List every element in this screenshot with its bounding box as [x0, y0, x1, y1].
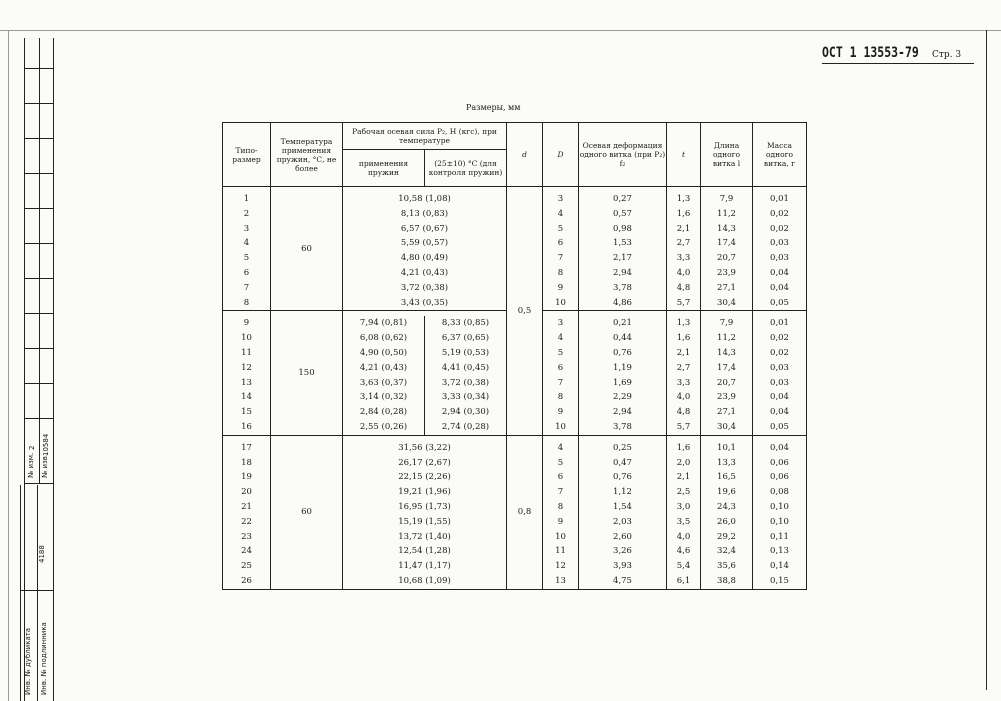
- force-apply-cell: 4,90 (0,50): [343, 346, 425, 361]
- force-control-cell: 4,41 (0,45): [425, 361, 507, 376]
- deformation-cell: 3,78: [579, 420, 667, 435]
- pitch-cell: 2,5: [667, 485, 701, 500]
- coil-mass-cell: 0,03: [753, 361, 807, 376]
- pitch-cell: 2,1: [667, 346, 701, 361]
- pitch-cell: 5,7: [667, 296, 701, 311]
- coil-diameter-cell: 5: [543, 456, 579, 471]
- izm-value: 2: [28, 445, 36, 450]
- col-mass: Масса одного витка, г: [753, 123, 807, 187]
- coil-length-cell: 27,1: [701, 405, 753, 420]
- coil-length-cell: 30,4: [701, 296, 753, 311]
- deformation-cell: 3,26: [579, 544, 667, 559]
- force-apply-cell: 6,08 (0,62): [343, 331, 425, 346]
- deformation-cell: 1,19: [579, 361, 667, 376]
- force-cell: 15,19 (1,55): [343, 515, 507, 530]
- pitch-cell: 1,6: [667, 207, 701, 222]
- deformation-cell: 0,76: [579, 346, 667, 361]
- deformation-cell: 0,44: [579, 331, 667, 346]
- inventory-number: 4188: [38, 545, 46, 563]
- coil-diameter-cell: 5: [543, 222, 579, 237]
- force-control-cell: 6,37 (0,65): [425, 331, 507, 346]
- col-d: d: [507, 123, 543, 187]
- pitch-cell: 2,1: [667, 222, 701, 237]
- force-cell: 3,72 (0,38): [343, 281, 507, 296]
- table-caption: Размеры, мм: [466, 103, 521, 112]
- deformation-cell: 2,17: [579, 251, 667, 266]
- pitch-cell: 1,6: [667, 441, 701, 456]
- force-cell: 22,15 (2,26): [343, 470, 507, 485]
- type-size-cell: 16: [223, 420, 271, 435]
- deformation-cell: 3,78: [579, 281, 667, 296]
- coil-length-cell: 17,4: [701, 361, 753, 376]
- pitch-cell: 4,8: [667, 405, 701, 420]
- coil-mass-cell: 0,04: [753, 441, 807, 456]
- coil-diameter-cell: 9: [543, 281, 579, 296]
- izm-label: № изм.: [27, 452, 35, 478]
- force-control-cell: 8,33 (0,85): [425, 316, 507, 331]
- coil-diameter-cell: 12: [543, 559, 579, 574]
- type-size-cell: 13: [223, 376, 271, 391]
- coil-diameter-cell: 10: [543, 296, 579, 311]
- force-apply-cell: 4,21 (0,43): [343, 361, 425, 376]
- deformation-cell: 1,12: [579, 485, 667, 500]
- deformation-cell: 2,60: [579, 530, 667, 545]
- coil-mass-cell: 0,14: [753, 559, 807, 574]
- coil-diameter-cell: 8: [543, 500, 579, 515]
- type-size-cell: 1: [223, 192, 271, 207]
- type-size-cell: 2: [223, 207, 271, 222]
- coil-length-cell: 20,7: [701, 376, 753, 391]
- coil-mass-cell: 0,02: [753, 346, 807, 361]
- page-frame-right: [986, 30, 987, 690]
- type-size-cell: 19: [223, 470, 271, 485]
- pitch-cell: 1,3: [667, 316, 701, 331]
- force-apply-cell: 7,94 (0,81): [343, 316, 425, 331]
- coil-length-cell: 11,2: [701, 207, 753, 222]
- type-size-cell: 26: [223, 574, 271, 589]
- type-size-cell: 6: [223, 266, 271, 281]
- type-size-cell: 5: [223, 251, 271, 266]
- pitch-cell: 3,3: [667, 376, 701, 391]
- coil-mass-cell: 0,04: [753, 405, 807, 420]
- coil-length-cell: 11,2: [701, 331, 753, 346]
- coil-length-cell: 32,4: [701, 544, 753, 559]
- coil-mass-cell: 0,04: [753, 266, 807, 281]
- force-control-cell: 2,74 (0,28): [425, 420, 507, 435]
- coil-length-cell: 24,3: [701, 500, 753, 515]
- coil-diameter-cell: 10: [543, 420, 579, 435]
- temperature-cell: 60: [271, 435, 343, 589]
- coil-mass-cell: 0,06: [753, 456, 807, 471]
- izv-label: № изв.: [41, 453, 49, 478]
- deformation-cell: 0,98: [579, 222, 667, 237]
- pitch-cell: 5,7: [667, 420, 701, 435]
- deformation-cell: 4,75: [579, 574, 667, 589]
- coil-diameter-cell: 7: [543, 485, 579, 500]
- type-size-cell: 11: [223, 346, 271, 361]
- deformation-cell: 3,93: [579, 559, 667, 574]
- type-size-cell: 14: [223, 390, 271, 405]
- type-size-cell: 22: [223, 515, 271, 530]
- col-deformation: Осевая деформация одного витка (при P₂) f₂: [579, 123, 667, 187]
- coil-mass-cell: 0,01: [753, 192, 807, 207]
- deformation-cell: 0,25: [579, 441, 667, 456]
- col-t: t: [667, 123, 701, 187]
- force-cell: 6,57 (0,67): [343, 222, 507, 237]
- coil-mass-cell: 0,13: [753, 544, 807, 559]
- pitch-cell: 4,8: [667, 281, 701, 296]
- coil-mass-cell: 0,03: [753, 376, 807, 391]
- coil-mass-cell: 0,03: [753, 251, 807, 266]
- deformation-cell: 0,27: [579, 192, 667, 207]
- force-cell: 11,47 (1,17): [343, 559, 507, 574]
- type-size-cell: 3: [223, 222, 271, 237]
- force-cell: 4,21 (0,43): [343, 266, 507, 281]
- deformation-cell: 1,54: [579, 500, 667, 515]
- coil-mass-cell: 0,05: [753, 420, 807, 435]
- coil-diameter-cell: 6: [543, 236, 579, 251]
- pitch-cell: 4,0: [667, 530, 701, 545]
- inventory-strip: [20, 485, 54, 701]
- deformation-cell: 4,86: [579, 296, 667, 311]
- pitch-cell: 4,0: [667, 390, 701, 405]
- type-size-cell: 10: [223, 331, 271, 346]
- coil-mass-cell: 0,03: [753, 236, 807, 251]
- coil-diameter-cell: 6: [543, 361, 579, 376]
- coil-length-cell: 20,7: [701, 251, 753, 266]
- coil-diameter-cell: 4: [543, 207, 579, 222]
- force-control-cell: 3,33 (0,34): [425, 390, 507, 405]
- coil-mass-cell: 0,08: [753, 485, 807, 500]
- deformation-cell: 0,21: [579, 316, 667, 331]
- pitch-cell: 4,0: [667, 266, 701, 281]
- coil-diameter-cell: 11: [543, 544, 579, 559]
- coil-mass-cell: 0,11: [753, 530, 807, 545]
- coil-length-cell: 19,6: [701, 485, 753, 500]
- force-cell: 16,95 (1,73): [343, 500, 507, 515]
- pitch-cell: 2,7: [667, 236, 701, 251]
- force-cell: 10,68 (1,09): [343, 574, 507, 589]
- force-apply-cell: 3,63 (0,37): [343, 376, 425, 391]
- type-size-cell: 8: [223, 296, 271, 311]
- coil-mass-cell: 0,04: [753, 281, 807, 296]
- pitch-cell: 2,1: [667, 470, 701, 485]
- force-cell: 5,59 (0,57): [343, 236, 507, 251]
- coil-length-cell: 14,3: [701, 346, 753, 361]
- coil-length-cell: 10,1: [701, 441, 753, 456]
- dubl-label: Инв. № дубликата: [24, 627, 32, 695]
- col-D: D: [543, 123, 579, 187]
- coil-mass-cell: 0,10: [753, 515, 807, 530]
- page-frame-left: [8, 30, 9, 701]
- force-cell: 8,13 (0,83): [343, 207, 507, 222]
- deformation-cell: 2,29: [579, 390, 667, 405]
- temperature-cell: 60: [271, 187, 343, 311]
- deformation-cell: 0,57: [579, 207, 667, 222]
- col-temperature: Температура применения пружин, °С, не более: [271, 123, 343, 187]
- coil-length-cell: 23,9: [701, 266, 753, 281]
- col-force-apply: применения пружин: [343, 150, 425, 187]
- type-size-cell: 12: [223, 361, 271, 376]
- coil-mass-cell: 0,06: [753, 470, 807, 485]
- spring-spec-table: [222, 122, 807, 590]
- coil-length-cell: 7,9: [701, 316, 753, 331]
- force-control-cell: 3,72 (0,38): [425, 376, 507, 391]
- coil-mass-cell: 0,02: [753, 331, 807, 346]
- col-length: Длина одного витка l: [701, 123, 753, 187]
- force-cell: 26,17 (2,67): [343, 456, 507, 471]
- pitch-cell: 1,6: [667, 331, 701, 346]
- force-cell: 3,43 (0,35): [343, 296, 507, 311]
- force-cell: 19,21 (1,96): [343, 485, 507, 500]
- coil-length-cell: 14,3: [701, 222, 753, 237]
- coil-diameter-cell: 3: [543, 316, 579, 331]
- coil-length-cell: 7,9: [701, 192, 753, 207]
- coil-mass-cell: 0,15: [753, 574, 807, 589]
- type-size-cell: 7: [223, 281, 271, 296]
- coil-mass-cell: 0,01: [753, 316, 807, 331]
- deformation-cell: 0,76: [579, 470, 667, 485]
- coil-diameter-cell: 4: [543, 331, 579, 346]
- force-cell: 31,56 (3,22): [343, 441, 507, 456]
- header-underline: [822, 63, 974, 64]
- type-size-cell: 15: [223, 405, 271, 420]
- force-cell: 12,54 (1,28): [343, 544, 507, 559]
- coil-length-cell: 13,3: [701, 456, 753, 471]
- deformation-cell: 1,69: [579, 376, 667, 391]
- coil-mass-cell: 0,04: [753, 390, 807, 405]
- pitch-cell: 1,3: [667, 192, 701, 207]
- temperature-cell: 150: [271, 311, 343, 435]
- pitch-cell: 6,1: [667, 574, 701, 589]
- coil-diameter-cell: 5: [543, 346, 579, 361]
- coil-diameter-cell: 8: [543, 266, 579, 281]
- coil-diameter-cell: 9: [543, 515, 579, 530]
- coil-diameter-cell: 13: [543, 574, 579, 589]
- coil-diameter-cell: 7: [543, 376, 579, 391]
- coil-mass-cell: 0,02: [753, 222, 807, 237]
- force-apply-cell: 3,14 (0,32): [343, 390, 425, 405]
- type-size-cell: 25: [223, 559, 271, 574]
- type-size-cell: 9: [223, 316, 271, 331]
- coil-length-cell: 16,5: [701, 470, 753, 485]
- coil-length-cell: 26,0: [701, 515, 753, 530]
- type-size-cell: 17: [223, 441, 271, 456]
- pitch-cell: 4,6: [667, 544, 701, 559]
- type-size-cell: 24: [223, 544, 271, 559]
- coil-mass-cell: 0,02: [753, 207, 807, 222]
- force-cell: 10,58 (1,08): [343, 192, 507, 207]
- force-cell: 13,72 (1,40): [343, 530, 507, 545]
- type-size-cell: 23: [223, 530, 271, 545]
- force-control-cell: 5,19 (0,53): [425, 346, 507, 361]
- force-cell: 4,80 (0,49): [343, 251, 507, 266]
- deformation-cell: 1,53: [579, 236, 667, 251]
- col-force-group: Рабочая осевая сила P₂, Н (кгс), при температуре: [343, 123, 507, 150]
- coil-diameter-cell: 9: [543, 405, 579, 420]
- deformation-cell: 2,94: [579, 405, 667, 420]
- page-frame-top: [0, 30, 1001, 31]
- col-tiporazmer: Типо- размер: [223, 123, 271, 187]
- col-force-control: (25±10) °С (для контроля пружин): [425, 150, 507, 187]
- coil-diameter-cell: 3: [543, 192, 579, 207]
- pitch-cell: 2,7: [667, 361, 701, 376]
- force-control-cell: 2,94 (0,30): [425, 405, 507, 420]
- coil-length-cell: 17,4: [701, 236, 753, 251]
- coil-mass-cell: 0,10: [753, 500, 807, 515]
- pitch-cell: 2,0: [667, 456, 701, 471]
- coil-length-cell: 27,1: [701, 281, 753, 296]
- wire-diameter-cell: 0,5: [507, 187, 543, 436]
- force-apply-cell: 2,55 (0,26): [343, 420, 425, 435]
- coil-length-cell: 29,2: [701, 530, 753, 545]
- coil-mass-cell: 0,05: [753, 296, 807, 311]
- pitch-cell: 5,4: [667, 559, 701, 574]
- type-size-cell: 21: [223, 500, 271, 515]
- coil-length-cell: 30,4: [701, 420, 753, 435]
- izv-value: 10584: [42, 433, 50, 456]
- coil-diameter-cell: 7: [543, 251, 579, 266]
- pitch-cell: 3,5: [667, 515, 701, 530]
- type-size-cell: 20: [223, 485, 271, 500]
- coil-length-cell: 23,9: [701, 390, 753, 405]
- coil-diameter-cell: 6: [543, 470, 579, 485]
- coil-length-cell: 35,6: [701, 559, 753, 574]
- table-body: [223, 187, 807, 590]
- deformation-cell: 0,47: [579, 456, 667, 471]
- deformation-cell: 2,03: [579, 515, 667, 530]
- type-size-cell: 4: [223, 236, 271, 251]
- wire-diameter-cell: 0,8: [507, 435, 543, 589]
- coil-diameter-cell: 10: [543, 530, 579, 545]
- pitch-cell: 3,3: [667, 251, 701, 266]
- coil-diameter-cell: 8: [543, 390, 579, 405]
- type-size-cell: 18: [223, 456, 271, 471]
- deformation-cell: 2,94: [579, 266, 667, 281]
- podl-label: Инв. № подлинника: [40, 622, 48, 695]
- force-apply-cell: 2,84 (0,28): [343, 405, 425, 420]
- page-number: Стр. 3: [932, 50, 962, 60]
- coil-length-cell: 38,8: [701, 574, 753, 589]
- pitch-cell: 3,0: [667, 500, 701, 515]
- document-code: ОСТ 1 13553-79: [822, 45, 919, 61]
- coil-diameter-cell: 4: [543, 441, 579, 456]
